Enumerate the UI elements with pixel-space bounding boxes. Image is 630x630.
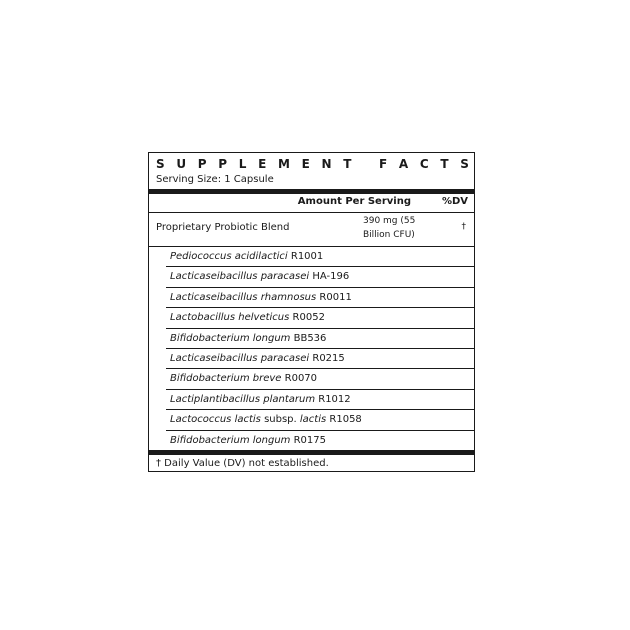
strain-item	[166, 247, 474, 267]
column-header-row	[149, 195, 474, 211]
strain-list	[149, 247, 474, 451]
strain-item	[166, 369, 474, 389]
title-letter: M	[277, 157, 290, 171]
strain-item	[166, 329, 474, 349]
title-space	[363, 157, 367, 171]
strain-species: Lactiplantibacillus plantarum	[170, 393, 316, 405]
daily-value-header: %DV	[441, 196, 468, 207]
strain-species: Lacticaseibacillus rhamnosus	[170, 291, 317, 303]
strain-species: Lacticaseibacillus paracasei	[170, 271, 310, 283]
title-letter: U	[176, 157, 187, 171]
strain-species: Lactococcus lactis	[170, 414, 261, 426]
blend-name: Proprietary Probiotic Blend	[156, 222, 290, 233]
title-letter: E	[301, 157, 310, 171]
strain-code: R0215	[309, 352, 345, 364]
strain-item	[166, 267, 474, 287]
blend-amount: 390 mg (55 Billion CFU)	[363, 216, 416, 240]
title-letter: T	[440, 157, 449, 171]
strain-code: R1012	[315, 393, 351, 405]
title-letter: P	[218, 157, 228, 171]
title-letter: P	[197, 157, 207, 171]
title-letter: N	[321, 157, 332, 171]
strain-item	[166, 288, 474, 308]
strain-code: BB536	[290, 332, 327, 344]
daily-value-footnote: † Daily Value (DV) not established.	[156, 458, 329, 469]
strain-code: R0052	[289, 312, 325, 324]
strain-code: R0175	[290, 434, 326, 446]
strain-subspecies: lactis	[299, 414, 327, 426]
strain-species: Pediococcus acidilactici	[170, 251, 288, 262]
supplement-facts-panel	[148, 152, 475, 472]
title-letter: F	[379, 157, 388, 171]
title-letter: S	[460, 157, 469, 171]
title-letter: A	[398, 157, 409, 171]
strain-item	[166, 390, 474, 410]
panel-title	[156, 155, 469, 173]
strain-code: HA-196	[309, 271, 350, 283]
title-letter: L	[238, 157, 247, 171]
strain-item	[166, 410, 474, 430]
serving-size: Serving Size: 1 Capsule	[156, 174, 274, 185]
title-letter: T	[343, 157, 352, 171]
amount-per-serving-header: Amount Per Serving	[297, 196, 411, 207]
title-letter: C	[419, 157, 429, 171]
strain-item	[166, 431, 474, 451]
strain-species: Bifidobacterium breve	[170, 373, 282, 385]
bottom-thick-divider	[149, 450, 474, 455]
top-thick-divider	[149, 189, 474, 194]
strain-item	[166, 349, 474, 369]
strain-code: R1058	[326, 414, 362, 426]
blend-dv-symbol: †	[461, 222, 466, 232]
strain-species: Bifidobacterium longum	[170, 332, 291, 344]
strain-species: Lactobacillus helveticus	[170, 312, 290, 324]
strain-code: R0011	[316, 291, 352, 303]
title-letter: E	[258, 157, 267, 171]
strain-species: Bifidobacterium longum	[170, 434, 291, 446]
strain-species: Lacticaseibacillus paracasei	[170, 352, 310, 364]
strain-code: R1001	[287, 251, 324, 262]
title-letter: S	[156, 157, 165, 171]
strain-code: R0070	[281, 373, 318, 385]
blend-row	[149, 213, 474, 247]
strain-item	[166, 308, 474, 328]
strain-subspecies-label: subsp.	[260, 414, 300, 426]
